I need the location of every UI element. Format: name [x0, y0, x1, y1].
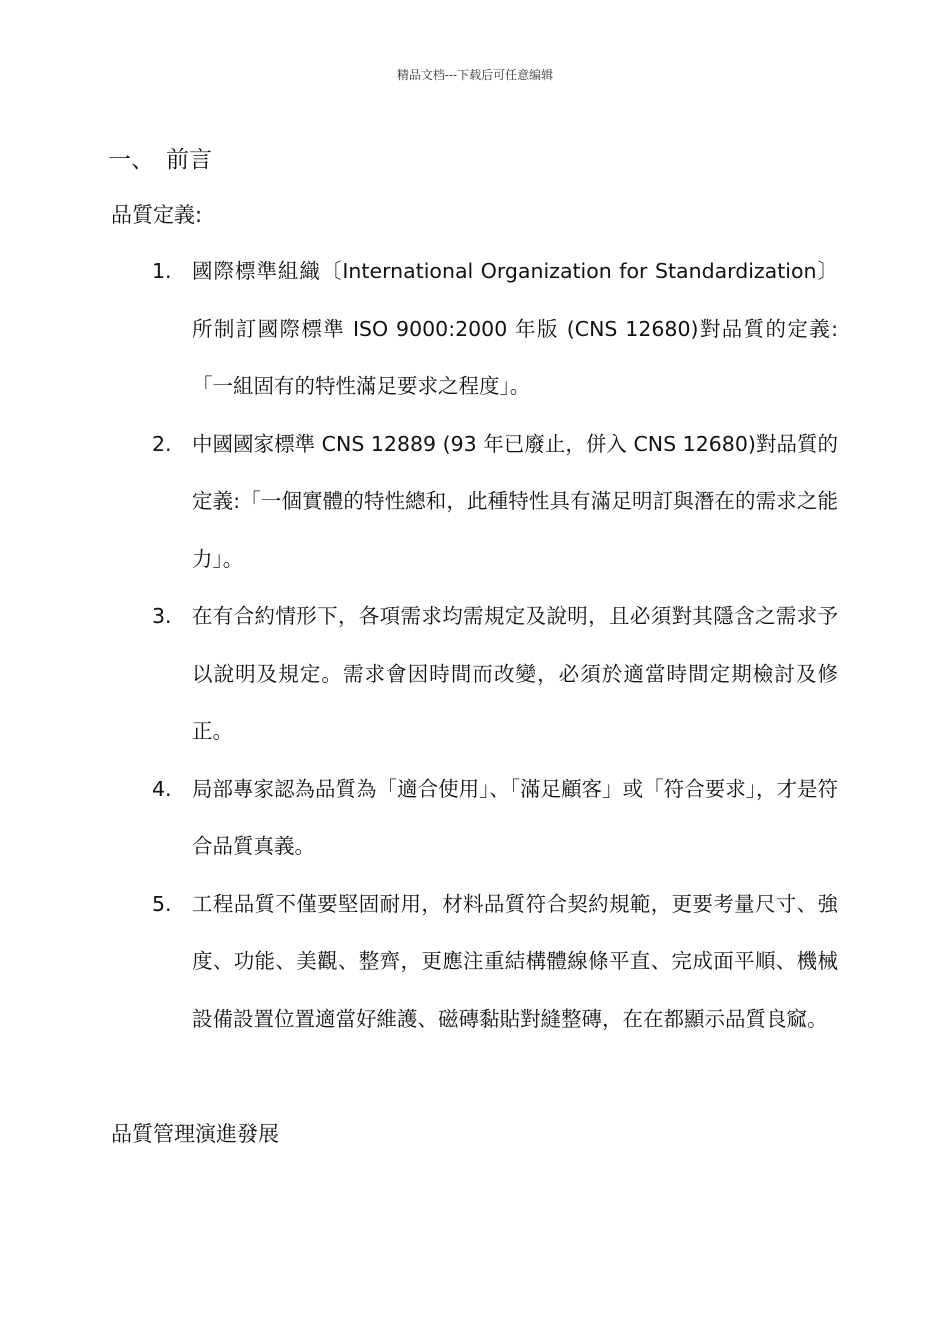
list-item-text: 國際標準組織〔International Organization for Standardization〕所制訂國際標準 ISO 9000:2000 年版 (CNS 12680)對品質的定義:「一組固有的特性滿足要求之程度」。: [192, 259, 838, 398]
list-item-number: 3.: [152, 604, 172, 628]
list-item: [152, 761, 838, 876]
section-number: 一、: [108, 147, 154, 173]
list-item-text: 工程品質不僅要堅固耐用，材料品質符合契約規範，更要考量尺寸、強度、功能、美觀、整齊，更應注重結構體線條平直、完成面平順、機械設備設置位置適當好維護、磁磚黏貼對縫整磚，在在都顯示品質良窳。: [192, 891, 838, 1031]
section-title-text: 前言: [166, 147, 212, 173]
list-item: [152, 243, 838, 416]
list-item: [152, 876, 838, 1049]
page-header: 精品文档---下载后可任意编辑: [396, 68, 554, 82]
list-item-text: 在有合約情形下，各項需求均需規定及說明，且必須對其隱含之需求予以說明及規定。需求會因時間而改變，必須於適當時間定期檢討及修正。: [192, 604, 838, 743]
definition-list: [152, 243, 838, 1048]
list-item-number: 1.: [152, 259, 172, 283]
section-title: [108, 142, 212, 178]
list-item: [152, 588, 838, 761]
list-item-number: 2.: [152, 431, 172, 456]
quality-definition-heading: 品質定義:: [111, 203, 203, 227]
list-item: [152, 416, 838, 589]
quality-management-heading: 品質管理演進發展: [111, 1122, 279, 1146]
list-item-number: 5.: [152, 891, 172, 916]
list-item-text: 中國國家標準 CNS 12889 (93 年已廢止，併入 CNS 12680)對品質的定義:「一個實體的特性總和，此種特性具有滿足明訂與潛在的需求之能力」。: [192, 431, 838, 571]
list-item-number: 4.: [152, 776, 172, 801]
list-item-text: 局部專家認為品質為「適合使用」、「滿足顧客」或「符合要求」，才是符合品質真義。: [192, 776, 838, 858]
